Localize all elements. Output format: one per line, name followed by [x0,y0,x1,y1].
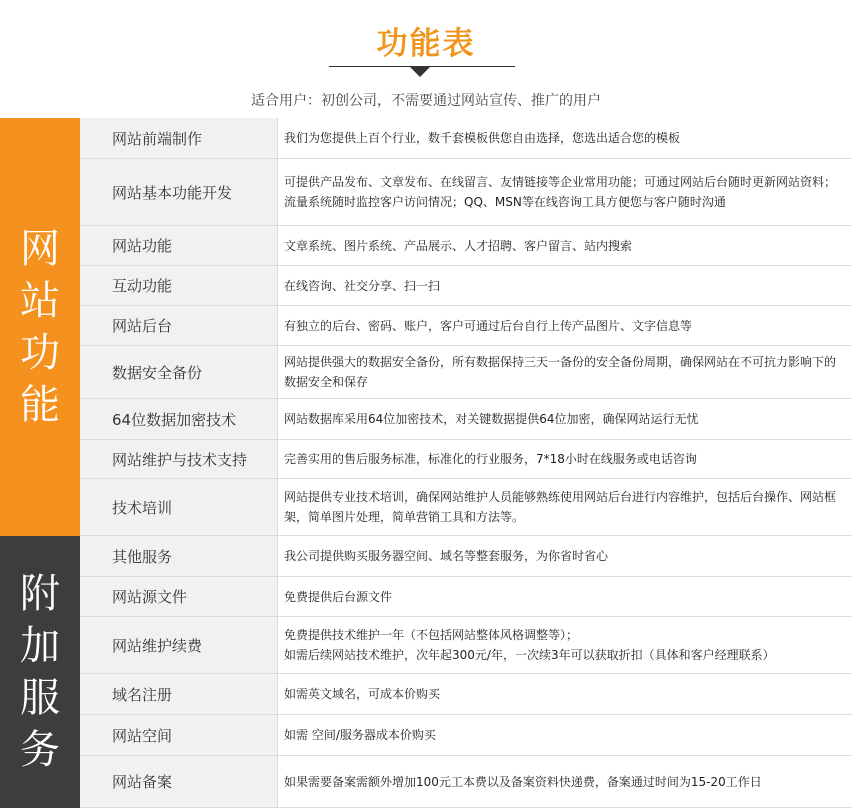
row-name: 网站前端制作 [80,118,278,158]
row-desc: 文章系统、图片系统、产品展示、人才招聘、客户留言、站内搜索 [278,226,852,265]
row-name: 网站空间 [80,715,278,755]
section-website-features [0,118,852,536]
table-row [80,159,852,226]
table-row [80,346,852,399]
row-name: 网站备案 [80,756,278,807]
row-desc: 在线咨询、社交分享、扫一扫 [278,266,852,305]
section-label [0,118,80,536]
section-label-char: 能 [20,382,60,428]
row-name: 域名注册 [80,674,278,714]
row-name: 网站源文件 [80,577,278,616]
title-arrow-icon [410,67,430,77]
row-name: 数据安全备份 [80,346,278,398]
row-name: 64位数据加密技术 [80,399,278,439]
section-label-char: 加 [20,623,60,669]
row-desc: 我们为您提供上百个行业，数千套模板供您自由选择，您选出适合您的模板 [278,118,852,158]
row-desc: 如果需要备案需额外增加100元工本费以及备案资料快递费，备案通过时间为15-20工作日 [278,756,852,807]
table-row [80,479,852,536]
page-title: 功能表 [376,26,476,62]
table-row [80,536,852,577]
section-label-char: 附 [20,571,60,617]
row-name: 网站功能 [80,226,278,265]
row-name: 技术培训 [80,479,278,535]
table-row [80,440,852,479]
row-desc: 如需英文域名，可成本价购买 [278,674,852,714]
table-row [80,266,852,306]
section-label-char: 务 [20,727,60,773]
section-additional-services [0,536,852,808]
table-row [80,715,852,756]
row-name: 网站维护续费 [80,617,278,673]
row-desc: 可提供产品发布、文章发布、在线留言、友情链接等企业常用功能；可通过网站后台随时更新网站资料；流量系统随时监控客户访问情况；QQ、MSN等在线咨询工具方便您与客户随时沟通 [278,159,852,225]
row-name: 其他服务 [80,536,278,576]
table-row [80,399,852,440]
section-label-char: 功 [20,330,60,376]
section-label-char: 站 [20,278,60,324]
table-row [80,674,852,715]
row-name: 网站基本功能开发 [80,159,278,225]
row-desc: 有独立的后台、密码、账户，客户可通过后台自行上传产品图片、文字信息等 [278,306,852,345]
table-row [80,756,852,808]
table-row [80,617,852,674]
page-subtitle: 适合用户：初创公司，不需要通过网站宣传、推广的用户 [251,93,601,109]
table-row [80,306,852,346]
row-name: 互动功能 [80,266,278,305]
row-desc: 网站数据库采用64位加密技术，对关键数据提供64位加密，确保网站运行无忧 [278,399,852,439]
row-desc: 我公司提供购买服务器空间、域名等整套服务，为你省时省心 [278,536,852,576]
table-row [80,577,852,617]
row-name: 网站维护与技术支持 [80,440,278,478]
table-row [80,118,852,159]
table-row [80,226,852,266]
section-label-char: 网 [20,226,60,272]
row-desc: 网站提供专业技术培训，确保网站维护人员能够熟练使用网站后台进行内容维护，包括后台操作、网站框架，简单图片处理，简单营销工具和方法等。 [278,479,852,535]
section-label-char: 服 [20,675,60,721]
row-name: 网站后台 [80,306,278,345]
row-desc: 完善实用的售后服务标准，标准化的行业服务，7*18小时在线服务或电话咨询 [278,440,852,478]
row-desc: 免费提供技术维护一年（不包括网站整体风格调整等）； 如需后续网站技术维护，次年起300元/年，一次续3年可以获取折扣（具体和客户经理联系） [278,617,852,673]
section-label [0,536,80,808]
row-desc: 网站提供强大的数据安全备份，所有数据保持三天一备份的安全备份周期，确保网站在不可抗力影响下的数据安全和保存 [278,346,852,398]
row-desc: 免费提供后台源文件 [278,577,852,616]
row-desc: 如需 空间/服务器成本价购买 [278,715,852,755]
